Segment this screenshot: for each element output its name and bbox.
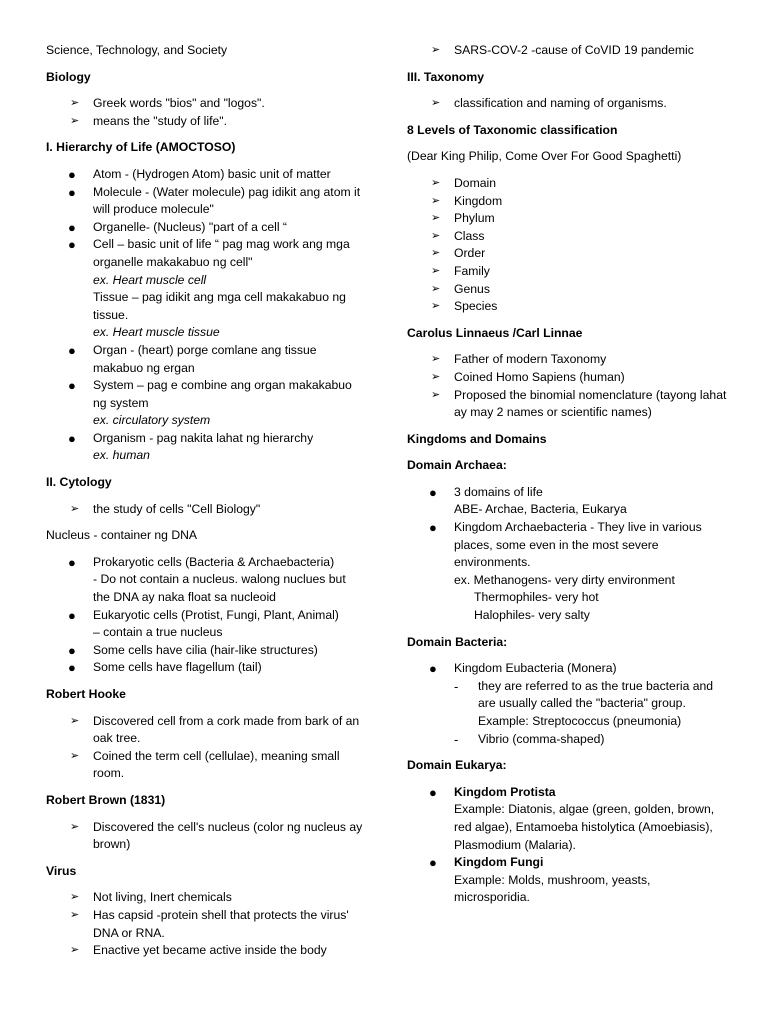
list-item: ● Kingdom Eubacteria (Monera) - they are referred to as the true bacteria and are usually called the "bacteria" group. Example: Streptococcus (pneumonia) - Vibrio (comma-shaped)	[407, 660, 727, 748]
list-item: ● Prokaryotic cells (Bacteria & Archaebacteria) - Do not contain a nucleus. walong nuclues but the DNA ay naka float sa nucleoid	[46, 554, 366, 607]
arrow-bullet-icon: ➢	[70, 749, 80, 762]
list-item: ● Organelle- (Nucleus) "part of a cell “	[68, 219, 287, 235]
list-item: ● Eukaryotic cells (Protist, Fungi, Plant, Animal) – contain a true nucleus	[46, 607, 366, 642]
dot-bullet-icon: ●	[68, 607, 76, 623]
arrow-bullet-icon: ➢	[70, 908, 80, 921]
arrow-bullet-icon: ➢	[431, 212, 441, 225]
prokaryotic-note: - Do not contain a nucleus. walong nuclues but the DNA ay naka float sa nucleoid	[93, 572, 346, 605]
bacteria-list	[407, 660, 727, 748]
example-text: ex. Heart muscle tissue	[93, 325, 220, 340]
example-text: Halophiles- very salty	[474, 608, 590, 623]
arrow-bullet-icon: ➢	[431, 247, 441, 260]
dot-bullet-icon: ●	[68, 378, 76, 394]
dot-bullet-icon: ●	[68, 554, 76, 570]
dot-bullet-icon: ●	[429, 855, 437, 871]
list-item: ➢ Proposed the binomial nomenclature (tayong lahat ay may 2 names or scientific names)	[431, 387, 727, 420]
hierarchy-list	[46, 166, 366, 465]
dash-bullet-icon: -	[454, 731, 459, 747]
heading-domain-bacteria: Domain Bacteria:	[407, 634, 508, 649]
list-item: ● Kingdom Fungi Example: Molds, mushroom, yeasts, microsporidia.	[407, 854, 727, 907]
arrow-bullet-icon: ➢	[431, 370, 441, 383]
arrow-bullet-icon: ➢	[70, 891, 80, 904]
list-item: ➢ Order	[407, 245, 727, 263]
virus-list-continued	[407, 42, 727, 60]
heading-virus: Virus	[46, 863, 77, 878]
list-item: ➢ Class	[407, 228, 727, 246]
list-item: ➢ Discovered the cell's nucleus (color ng nucleus ay brown)	[70, 819, 363, 852]
dot-bullet-icon: ●	[68, 184, 76, 200]
list-item: ➢ Phylum	[407, 210, 727, 228]
example-text: Example: Molds, mushroom, yeasts, microsporidia.	[454, 872, 651, 905]
arrow-bullet-icon: ➢	[70, 820, 80, 833]
arrow-bullet-icon: ➢	[431, 388, 441, 401]
arrow-bullet-icon: ➢	[70, 97, 80, 110]
list-item: ➢ SARS-COV-2 -cause of CoVID 19 pandemic	[407, 42, 727, 60]
heading-biology: Biology	[46, 69, 91, 84]
taxonomy-list	[407, 95, 727, 113]
biology-list	[46, 95, 366, 130]
cell-types-list	[46, 554, 366, 677]
list-item: ➢ Enactive yet became active inside the body	[46, 942, 366, 960]
heading-taxonomic-levels: 8 Levels of Taxonomic classification	[407, 122, 618, 137]
list-item: ➢ Family	[407, 263, 727, 281]
virus-list	[46, 889, 366, 959]
list-item: ➢ Coined the term cell (cellulae), meaning small room.	[70, 748, 340, 781]
example-text: Example: Diatonis, algae (green, golden, brown, red algae), Entamoeba histolytica (Amoebiasis), Plasmodium (Malaria).	[454, 802, 715, 852]
heading-cytology: II. Cytology	[46, 475, 112, 490]
dot-bullet-icon: ●	[68, 219, 76, 235]
arrow-bullet-icon: ➢	[431, 194, 441, 207]
list-item: ● Some cells have cilia (hair-like structures)	[68, 642, 318, 658]
heading-taxonomy: III. Taxonomy	[407, 69, 484, 84]
document-title: Science, Technology, and Society	[46, 43, 228, 57]
list-item: ● Atom - (Hydrogen Atom) basic unit of matter	[68, 166, 331, 182]
brown-list	[46, 819, 366, 854]
list-item: ➢ classification and naming of organisms.	[407, 95, 727, 113]
list-item: ➢ Not living, Inert chemicals	[46, 889, 366, 907]
arrow-bullet-icon: ➢	[431, 97, 441, 110]
arrow-bullet-icon: ➢	[431, 282, 441, 295]
list-item: ➢ Discovered cell from a cork made from bark of an oak tree.	[70, 713, 360, 746]
arrow-bullet-icon: ➢	[431, 44, 441, 56]
list-item: ● Some cells have flagellum (tail)	[68, 660, 262, 676]
dot-bullet-icon: ●	[68, 642, 76, 658]
heading-kingdoms-domains: Kingdoms and Domains	[407, 431, 547, 446]
list-item: ● Molecule - (Water molecule) pag idikit ang atom it will produce molecule"	[68, 184, 361, 217]
dot-bullet-icon: ●	[68, 660, 76, 676]
list-item: ➢ means the "study of life".	[46, 113, 366, 131]
arrow-bullet-icon: ➢	[70, 944, 80, 957]
example-text: ex. Heart muscle cell	[93, 272, 207, 287]
eubacteria-sublist	[454, 678, 727, 748]
dot-bullet-icon: ●	[68, 430, 76, 446]
abe-text: ABE- Archae, Bacteria, Eukarya	[454, 502, 627, 517]
right-column	[407, 42, 727, 916]
example-text: Thermophiles- very hot	[474, 590, 599, 605]
nucleus-text: Nucleus - container ng DNA	[46, 528, 198, 543]
example-text: ex. circulatory system	[93, 413, 211, 428]
heading-hierarchy: I. Hierarchy of Life (AMOCTOSO)	[46, 140, 236, 155]
example-text: ex. Methanogens- very dirty environment	[454, 572, 675, 587]
hooke-list	[46, 713, 366, 783]
list-item: ● 3 domains of life ABE- Archae, Bacteria, Eukarya	[407, 484, 727, 519]
arrow-bullet-icon: ➢	[431, 176, 441, 189]
archaea-list	[407, 484, 727, 625]
list-item: ● System – pag e combine ang organ makakabuo ng system ex. circulatory system	[46, 377, 366, 430]
arrow-bullet-icon: ➢	[70, 502, 80, 515]
cytology-list	[46, 501, 366, 519]
example-text: ex. human	[93, 448, 150, 463]
arrow-bullet-icon: ➢	[431, 229, 441, 242]
list-item: ● Cell – basic unit of life “ pag mag work ang mga organelle makakabuo ng cell" ex. Heart muscle cell Tissue – pag idikit ang mga cell makakabuo ng tissue. ex. Heart muscle tissue	[46, 236, 366, 342]
list-item: ➢ Coined Homo Sapiens (human)	[407, 369, 727, 387]
dot-bullet-icon: ●	[429, 520, 437, 536]
heading-linnaeus: Carolus Linnaeus /Carl Linnae	[407, 325, 583, 340]
list-item: ➢ the study of cells "Cell Biology"	[46, 501, 366, 519]
arrow-bullet-icon: ➢	[70, 114, 80, 127]
dot-bullet-icon: ●	[68, 237, 76, 253]
arrow-bullet-icon: ➢	[431, 300, 441, 313]
heading-robert-hooke: Robert Hooke	[46, 687, 126, 701]
list-item: ➢ Has capsid -protein shell that protects the virus' DNA or RNA.	[70, 907, 349, 940]
list-item: ● Organ - (heart) porge comlane ang tissue makabuo ng ergan	[68, 342, 317, 375]
heading-domain-eukarya: Domain Eukarya:	[407, 758, 507, 773]
taxonomic-levels-list	[407, 175, 727, 316]
dot-bullet-icon: ●	[429, 784, 437, 800]
list-item: ● Organism - pag nakita lahat ng hierarchy ex. human	[46, 430, 366, 465]
arrow-bullet-icon: ➢	[70, 714, 80, 727]
list-item: - Vibrio (comma-shaped)	[454, 731, 605, 747]
arrow-bullet-icon: ➢	[431, 353, 441, 366]
list-item: ● Kingdom Protista Example: Diatonis, algae (green, golden, brown, red algae), Entamoeba histolytica (Amoebiasis), Plasmodium (Malaria).	[407, 784, 727, 854]
list-item: ➢ Domain	[407, 175, 727, 193]
list-item: ➢ Species	[407, 298, 727, 316]
list-item: ➢ Kingdom	[407, 193, 727, 211]
tissue-text: Tissue – pag idikit ang mga cell makakabuo ng tissue.	[93, 290, 346, 322]
heading-domain-archaea: Domain Archaea:	[407, 458, 507, 473]
heading-robert-brown: Robert Brown (1831)	[46, 792, 166, 807]
dot-bullet-icon: ●	[68, 166, 76, 182]
dot-bullet-icon: ●	[429, 484, 437, 500]
eukaryotic-note: – contain a true nucleus	[93, 625, 223, 640]
list-item: ➢ Greek words "bios" and "logos".	[46, 95, 366, 113]
arrow-bullet-icon: ➢	[431, 264, 441, 277]
linnaeus-list	[407, 351, 727, 421]
example-text: Example: Streptococcus (pneumonia)	[478, 714, 682, 728]
dot-bullet-icon: ●	[68, 342, 76, 358]
list-item: ➢ Genus	[407, 281, 727, 299]
left-column	[46, 42, 366, 969]
list-item: - they are referred to as the true bacteria and are usually called the "bacteria" group. Example: Streptococcus (pneumonia)	[454, 678, 727, 731]
dash-bullet-icon: -	[454, 678, 459, 694]
eukarya-list	[407, 784, 727, 907]
list-item: ➢ Father of modern Taxonomy	[407, 351, 727, 369]
list-item: ● Kingdom Archaebacteria - They live in various places, some even in the most severe environments. ex. Methanogens- very dirty environment Thermophiles- very hot Halophiles- very salty	[407, 519, 727, 625]
mnemonic-text: (Dear King Philip, Come Over For Good Spaghetti)	[407, 149, 682, 164]
dot-bullet-icon: ●	[429, 661, 437, 677]
